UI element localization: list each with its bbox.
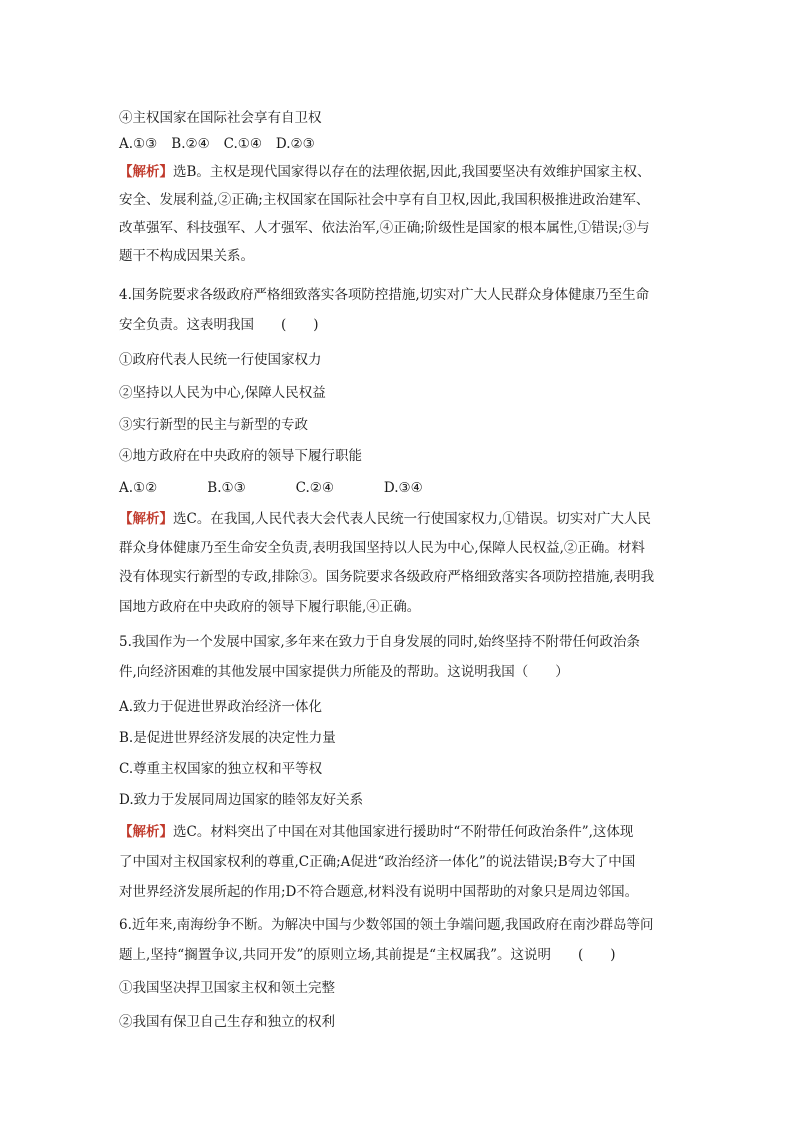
- q4-choice-b: B.①③: [207, 480, 246, 496]
- q5-option-b: B.是促进世界经济发展的决定性力量: [119, 730, 336, 746]
- q4-analysis-line-2: 群众身体健康乃至生命安全负责,表明我国坚持以人民为中心,保障人民权益,②正确。材料: [119, 540, 645, 556]
- q4-stem-line-1: 4.国务院要求各级政府严格细致落实各项防控措施,切实对广大人民群众身体健康乃至生命: [119, 287, 650, 303]
- q5-analysis-line-3: 对世界经济发展所起的作用;D不符合题意,材料没有说明中国帮助的对象只是周边邻国。: [119, 884, 639, 900]
- q6-stem-line-1: 6.近年来,南海纷争不断。为解决中国与少数邻国的领土争端问题,我国政府在南沙群岛等问: [119, 917, 654, 933]
- q4-choice-a: A.①②: [119, 480, 158, 496]
- q4-option-1: ①政府代表人民统一行使国家权力: [119, 352, 322, 368]
- q5-option-a: A.致力于促进世界政治经济一体化: [119, 699, 323, 715]
- q5-stem-line-2: 件,向经济困难的其他发展中国家提供力所能及的帮助。这说明我国（ ）: [119, 664, 569, 680]
- q3-analysis-line-2: 安全、发展利益,②正确;主权国家在国际社会中享有自卫权,因此,我国积极推进政治建军、: [119, 192, 650, 208]
- q4-option-3: ③实行新型的民主与新型的专政: [119, 417, 308, 433]
- q4-choice-c: C.②④: [295, 480, 334, 496]
- q4-analysis-tag: 【解析】: [119, 511, 173, 527]
- q4-stem-line-2: 安全负责。这表明我国 ( ): [119, 317, 319, 333]
- q6-option-2: ②我国有保卫自己生存和独立的权利: [119, 1014, 335, 1030]
- q5-stem-line-1: 5.我国作为一个发展中国家,多年来在致力于自身发展的同时,始终坚持不附带任何政治条: [119, 634, 640, 650]
- q4-option-4: ④地方政府在中央政府的领导下履行职能: [119, 448, 362, 464]
- q4-option-2: ②坚持以人民为中心,保障人民权益: [119, 385, 326, 401]
- q5-analysis-tag: 【解析】: [119, 824, 173, 840]
- q4-choice-d: D.③④: [383, 480, 423, 496]
- q3-choice-c: C.①④: [223, 136, 262, 152]
- q3-option-4: ④主权国家在国际社会享有自卫权: [119, 110, 322, 126]
- q3-analysis-line-4: 题干不构成因果关系。: [119, 248, 254, 264]
- q6-option-1: ①我国坚决捍卫国家主权和领土完整: [119, 980, 335, 996]
- q4-analysis-line-3: 没有体现实行新型的专政,排除③。国务院要求各级政府严格细致落实各项防控措施,表明我: [119, 569, 655, 585]
- q5-option-d: D.致力于发展同周边国家的睦邻友好关系: [119, 792, 364, 808]
- q3-choice-d: D.②③: [275, 136, 315, 152]
- q3-analysis-tag: 【解析】: [119, 164, 173, 180]
- q4-analysis-line-4: 国地方政府在中央政府的领导下履行职能,④正确。: [119, 599, 421, 615]
- q6-stem-line-2: 题上,坚持“搁置争议,共同开发”的原则立场,其前提是“主权属我”。这说明 ( ): [119, 947, 616, 963]
- q5-option-c: C.尊重主权国家的独立权和平等权: [119, 761, 323, 777]
- q3-analysis-line-3: 改革强军、科技强军、人才强军、依法治军,④正确;阶级性是国家的根本属性,①错误;③与: [119, 220, 650, 236]
- q3-choice-b: B.②④: [171, 136, 210, 152]
- q3-choice-a: A.①③: [119, 136, 158, 152]
- q5-analysis-line-2: 了中国对主权国家权利的尊重,C正确;A促进“政治经济一体化”的说法错误;B夸大了中国: [119, 854, 636, 870]
- q4-choices: [119, 478, 679, 498]
- q3-choices: [119, 134, 679, 154]
- q3-analysis-line-1: 【解析】选B。主权是现代国家得以存在的法理依据,因此,我国要坚决有效维护国家主权、: [119, 164, 651, 180]
- q4-analysis-line-1: 【解析】选C。在我国,人民代表大会代表人民统一行使国家权力,①错误。切实对广大人民: [119, 511, 651, 527]
- q5-analysis-line-1: 【解析】选C。材料突出了中国在对其他国家进行援助时“不附带任何政治条件”,这体现: [119, 824, 634, 840]
